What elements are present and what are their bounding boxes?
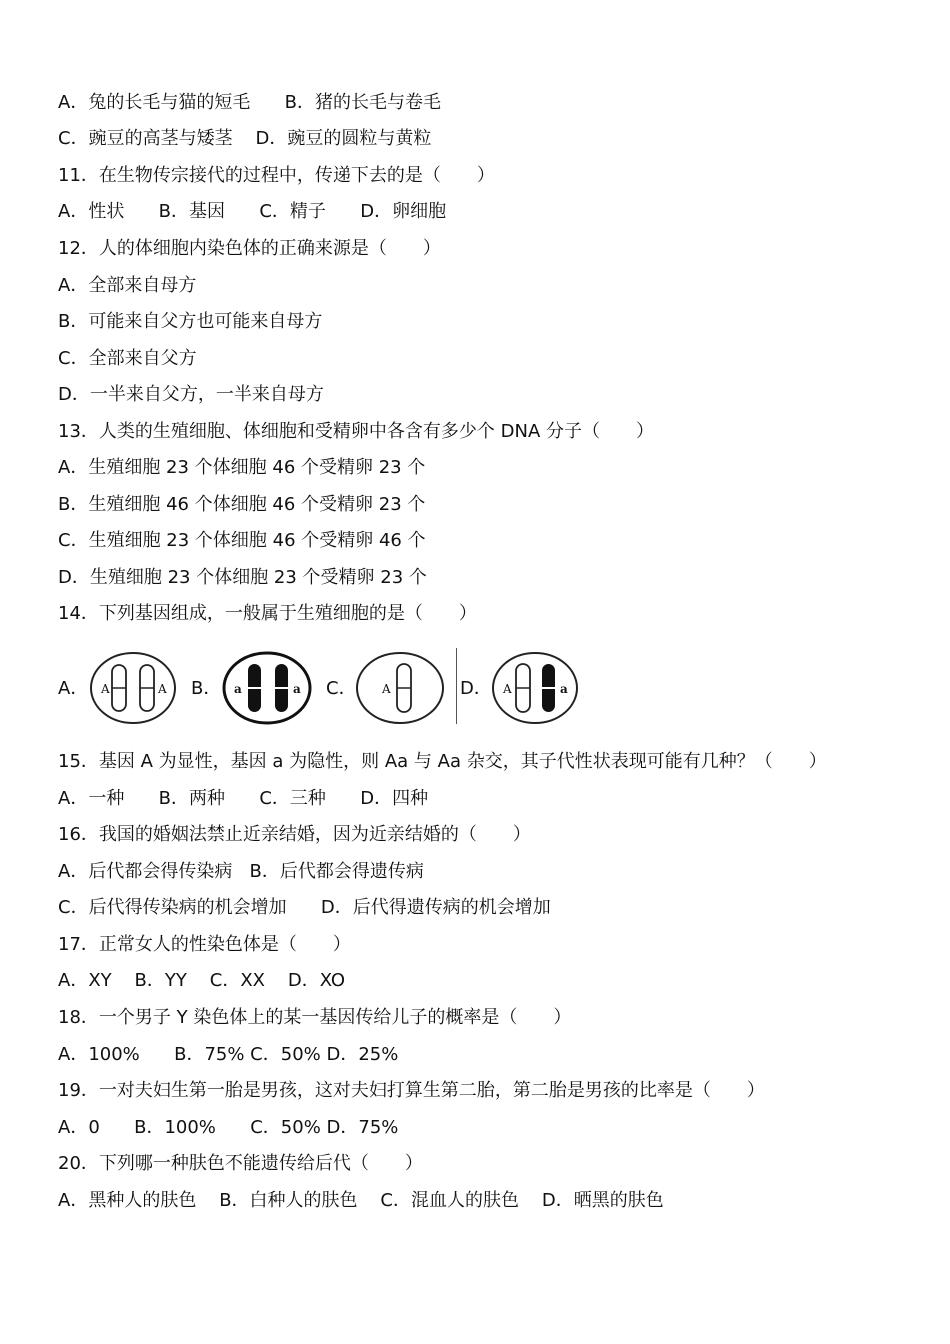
line-12: C．生殖细胞 23 个体细胞 46 个受精卵 46 个 [58, 530, 426, 551]
gene-label-c1: A [382, 682, 391, 696]
cell-diagram-b [221, 648, 313, 728]
q14-option-c-label: C． [326, 678, 357, 699]
line-23: A．100% B．75% C．50% D．25% [58, 1044, 399, 1065]
q14-option-a-label: A． [58, 678, 89, 699]
figure-divider [456, 648, 457, 724]
line-20: 17．正常女人的性染色体是（ ） [58, 934, 351, 955]
line-2: 11．在生物传宗接代的过程中，传递下去的是（ ） [58, 165, 495, 186]
line-1: C．豌豆的高茎与矮茎 D．豌豆的圆粒与黄粒 [58, 128, 432, 149]
line-24: 19．一对夫妇生第一胎是男孩，这对夫妇打算生第二胎，第二胎是男孩的比率是（ ） [58, 1080, 765, 1101]
line-17: 16．我国的婚姻法禁止近亲结婚，因为近亲结婚的（ ） [58, 824, 531, 845]
line-15: 15．基因 A 为显性，基因 a 为隐性，则 Aa 与 Aa 杂交，其子代性状表现可能有几种？（ ） [58, 751, 827, 772]
line-8: D．一半来自父方，一半来自母方 [58, 384, 324, 405]
line-0: A．兔的长毛与猫的短毛 B．猪的长毛与卷毛 [58, 92, 441, 113]
gene-label-d1: A [503, 682, 512, 696]
line-22: 18．一个男子 Y 染色体上的某一基因传给儿子的概率是（ ） [58, 1007, 572, 1028]
line-14: 14．下列基因组成，一般属于生殖细胞的是（ ） [58, 603, 477, 624]
q14-figure-options [58, 648, 618, 728]
gene-label-b1: a [234, 682, 242, 696]
line-13: D．生殖细胞 23 个体细胞 23 个受精卵 23 个 [58, 567, 427, 588]
line-11: B．生殖细胞 46 个体细胞 46 个受精卵 23 个 [58, 494, 426, 515]
line-10: A．生殖细胞 23 个体细胞 46 个受精卵 23 个 [58, 457, 426, 478]
gene-label-a2: A [158, 682, 167, 696]
cell-diagram-a [88, 648, 178, 728]
line-27: A．黑种人的肤色 B．白种人的肤色 C．混血人的肤色 D．晒黑的肤色 [58, 1190, 664, 1211]
line-9: 13．人类的生殖细胞、体细胞和受精卵中各含有多少个 DNA 分子（ ） [58, 421, 654, 442]
gene-label-d2: a [560, 682, 568, 696]
line-4: 12．人的体细胞内染色体的正确来源是（ ） [58, 238, 441, 259]
line-5: A．全部来自母方 [58, 275, 197, 296]
line-26: 20．下列哪一种肤色不能遗传给后代（ ） [58, 1153, 423, 1174]
line-25: A．0 B．100% C．50% D．75% [58, 1117, 399, 1138]
gene-label-b2: a [293, 682, 301, 696]
cell-diagram-d [490, 648, 580, 728]
gene-label-a1: A [101, 682, 110, 696]
line-6: B．可能来自父方也可能来自母方 [58, 311, 323, 332]
q14-option-b-label: B． [191, 678, 222, 699]
line-21: A．XY B．YY C．XX D．XO [58, 970, 346, 991]
cell-diagram-c [354, 648, 446, 728]
line-16: A．一种 B．两种 C．三种 D．四种 [58, 788, 429, 809]
line-18: A．后代都会得传染病 B．后代都会得遗传病 [58, 861, 424, 882]
line-3: A．性状 B．基因 C．精子 D．卵细胞 [58, 201, 447, 222]
line-7: C．全部来自父方 [58, 348, 197, 369]
line-19: C．后代得传染病的机会增加 D．后代得遗传病的机会增加 [58, 897, 551, 918]
q14-option-d-label: D． [460, 678, 492, 699]
